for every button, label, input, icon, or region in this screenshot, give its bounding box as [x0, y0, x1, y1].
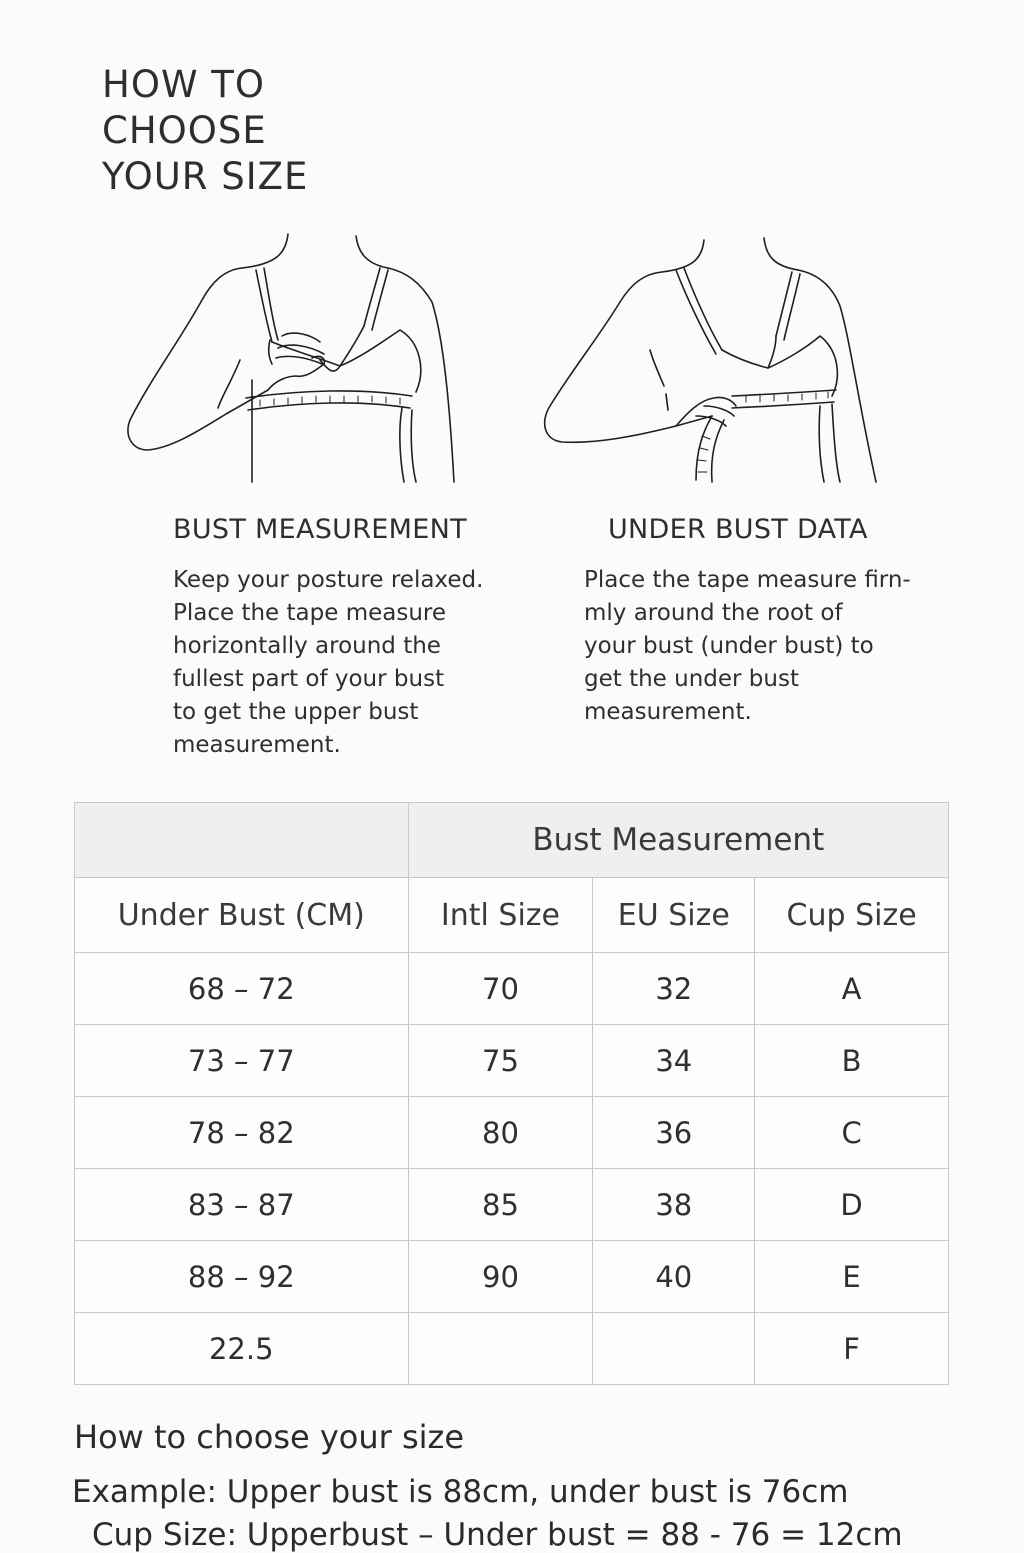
instruction-line: Keep your posture relaxed.	[173, 567, 484, 593]
table-cell	[593, 1313, 755, 1385]
column-header: EU Size	[593, 878, 755, 953]
table-cell	[408, 1313, 593, 1385]
column-header: Intl Size	[408, 878, 593, 953]
instruction-line: Place the tape measure	[173, 600, 447, 626]
table-row	[75, 1025, 949, 1097]
under-bust-instructions	[584, 564, 914, 729]
table-row	[75, 953, 949, 1025]
table-cell: 34	[593, 1025, 755, 1097]
how-to-choose-heading: How to choose your size	[74, 1418, 465, 1456]
table-cell: 68 – 72	[75, 953, 409, 1025]
table-row	[75, 1097, 949, 1169]
table-header-row	[75, 878, 949, 953]
table-cell: 90	[408, 1241, 593, 1313]
table-cell: 40	[593, 1241, 755, 1313]
under-bust-measurement-illustration	[536, 230, 886, 490]
under-bust-heading: UNDER BUST DATA	[608, 514, 868, 545]
column-header: Cup Size	[755, 878, 949, 953]
table-group-header-row	[75, 803, 949, 878]
table-cell: 88 – 92	[75, 1241, 409, 1313]
table-cell: A	[755, 953, 949, 1025]
instruction-line: Place the tape measure firn-	[584, 567, 911, 593]
cup-size-formula: Cup Size: Upperbust – Under bust = 88 - 76 = 12cm	[92, 1517, 903, 1553]
table-cell: 75	[408, 1025, 593, 1097]
example-text: Example: Upper bust is 88cm, under bust is 76cm	[72, 1474, 849, 1510]
column-header: Under Bust (CM)	[75, 878, 409, 953]
instruction-line: your bust (under bust) to	[584, 633, 874, 659]
page-title	[102, 62, 308, 200]
page-title-line: HOW TO	[102, 63, 266, 106]
page-title-line: CHOOSE	[102, 109, 267, 152]
page-title-line: YOUR SIZE	[102, 155, 309, 198]
table-cell: 78 – 82	[75, 1097, 409, 1169]
table-row	[75, 1241, 949, 1313]
table-row	[75, 1313, 949, 1385]
table-cell: 22.5	[75, 1313, 409, 1385]
table-cell: 70	[408, 953, 593, 1025]
instruction-line: mly around the root of	[584, 600, 843, 626]
table-cell: 73 – 77	[75, 1025, 409, 1097]
instruction-line: measurement.	[173, 732, 341, 758]
table-cell: D	[755, 1169, 949, 1241]
table-cell: 85	[408, 1169, 593, 1241]
table-cell: 80	[408, 1097, 593, 1169]
table-row	[75, 1169, 949, 1241]
bust-measurement-heading: BUST MEASUREMENT	[173, 514, 467, 545]
bust-measurement-group-header: Bust Measurement	[408, 803, 948, 878]
table-cell: 38	[593, 1169, 755, 1241]
instruction-line: measurement.	[584, 699, 752, 725]
instruction-line: horizontally around the	[173, 633, 441, 659]
instruction-line: fullest part of your bust	[173, 666, 445, 692]
table-cell: E	[755, 1241, 949, 1313]
bust-measurement-instructions	[173, 564, 503, 762]
table-cell: B	[755, 1025, 949, 1097]
instruction-line: to get the upper bust	[173, 699, 419, 725]
instruction-line: get the under bust	[584, 666, 799, 692]
bust-measurement-illustration	[120, 230, 470, 490]
table-cell: 36	[593, 1097, 755, 1169]
table-header-empty	[75, 803, 409, 878]
size-chart-table	[74, 802, 949, 1385]
table-cell: 32	[593, 953, 755, 1025]
table-cell: C	[755, 1097, 949, 1169]
table-cell: F	[755, 1313, 949, 1385]
table-cell: 83 – 87	[75, 1169, 409, 1241]
